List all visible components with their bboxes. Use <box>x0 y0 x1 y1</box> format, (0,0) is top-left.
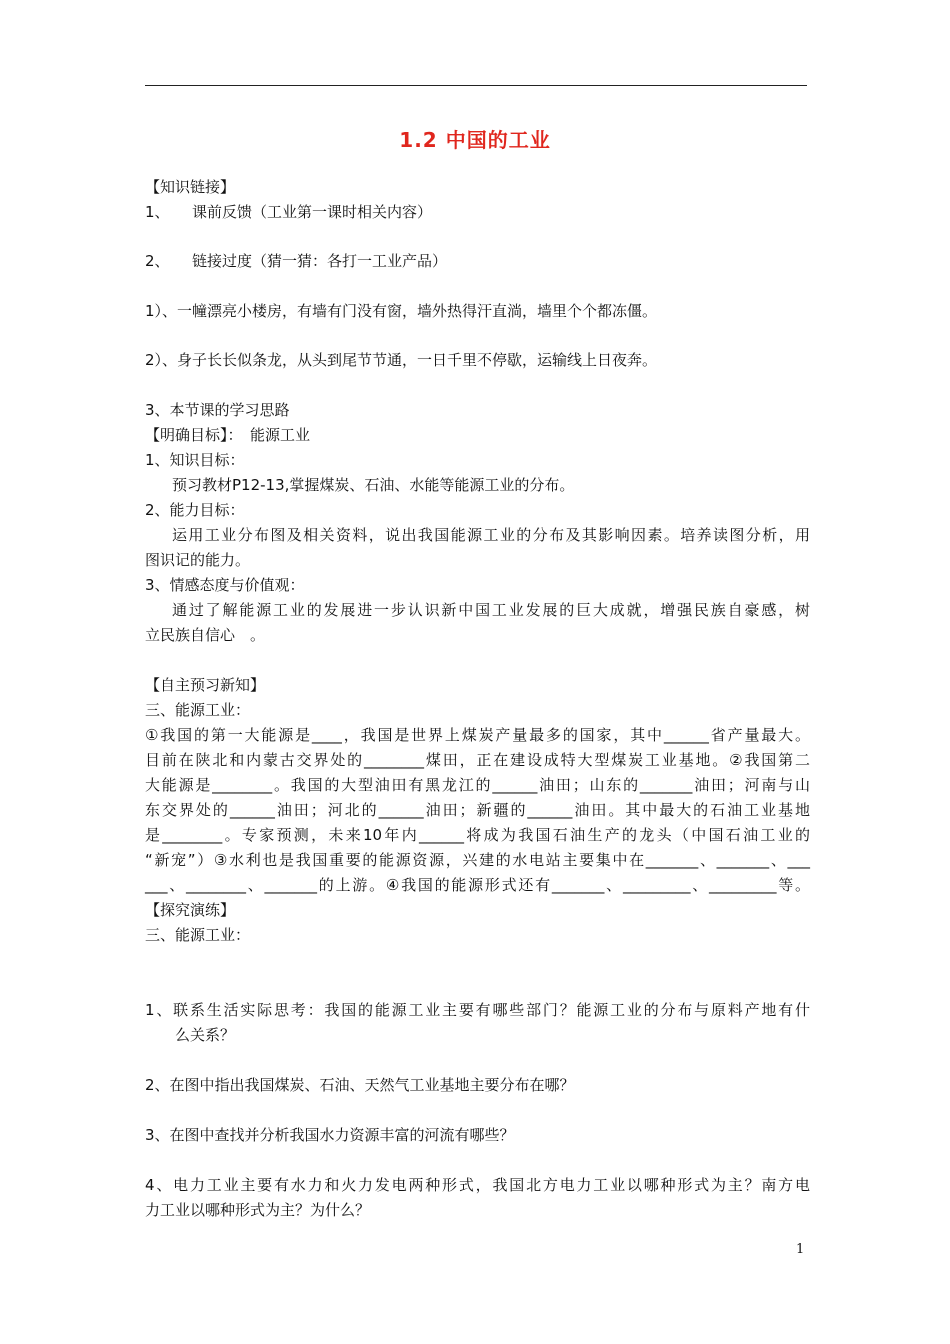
riddle-2: 2）、身子长长似条龙，从头到尾节节通，一日千里不停歇，运输线上日夜奔。 <box>145 351 658 369</box>
fill-blank-line: 目前在陕北和内蒙古交界处的________煤田，正在建设成特大型煤炭工业基地。②我国第二 <box>145 751 810 769</box>
riddle-1: 1）、一幢漂亮小楼房，有墙有门没有窗，墙外热得汗直淌，墙里个个都冻僵。 <box>145 302 658 320</box>
fill-blank-line: “新宠”）③水利也是我国重要的能源资源，兴建的水电站主要集中在_______、_______、___ <box>145 851 810 869</box>
fill-blank-line: 大能源是________。我国的大型油田有黑龙江的______油田；山东的_______油田；河南与山 <box>145 776 810 794</box>
page-title: 1.2 中国的工业 <box>399 128 551 152</box>
page-number: 1 <box>796 1242 805 1257</box>
text-line: 2、 链接过度（猜一猜：各打一工业产品） <box>145 252 448 270</box>
question-2: 2、在图中指出我国煤炭、石油、天然气工业基地主要分布在哪？ <box>145 1076 575 1094</box>
text-line: 三、能源工业： <box>145 701 251 719</box>
text-line: 通过了解能源工业的发展进一步认识新中国工业发展的巨大成就，增强民族自豪感，树 <box>172 601 810 619</box>
question-4-cont: 力工业以哪种形式为主？为什么？ <box>145 1201 371 1219</box>
text-line: 1、知识目标： <box>145 451 245 469</box>
text-line: 图识记的能力。 <box>145 551 251 569</box>
fill-blank-line: 是________。专家预测，未来10年内______将成为我国石油生产的龙头（中国石油工业的 <box>145 826 810 844</box>
text-line: 3、情感态度与价值观： <box>145 576 305 594</box>
text-line: 三、能源工业： <box>145 926 251 944</box>
fill-blank-line: 东交界处的______油田；河北的______油田；新疆的______油田。其中最大的石油工业基地 <box>145 801 810 819</box>
question-3: 3、在图中查找并分析我国水力资源丰富的河流有哪些？ <box>145 1126 515 1144</box>
text-line: 立民族自信心 。 <box>145 626 266 644</box>
question-4: 4、电力工业主要有水力和火力发电两种形式，我国北方电力工业以哪种形式为主？南方电 <box>145 1176 810 1194</box>
text-line: 运用工业分布图及相关资料，说出我国能源工业的分布及其影响因素。培养读图分析，用 <box>172 526 810 544</box>
question-1: 1、联系生活实际思考：我国的能源工业主要有哪些部门？能源工业的分布与原料产地有什 <box>145 1001 810 1019</box>
section-heading-knowledge-link: 【知识链接】 <box>145 178 236 196</box>
text-line: 3、本节课的学习思路 <box>145 401 290 419</box>
fill-blank-line: ___、________、_______的上游。④我国的能源形式还有_______、_________、_________等。 <box>145 876 810 894</box>
header-rule <box>145 85 807 86</box>
section-heading-goals: 【明确目标】： 能源工业 <box>145 426 311 444</box>
text-line: 2、能力目标： <box>145 501 245 519</box>
text-line: 1、 课前反馈（工业第一课时相关内容） <box>145 203 433 221</box>
fill-blank-line: ①我国的第一大能源是____，我国是世界上煤炭产量最多的国家，其中______省产量最大。 <box>145 726 810 744</box>
section-heading-practice: 【探究演练】 <box>145 901 236 919</box>
question-1-cont: 么关系？ <box>145 1026 236 1044</box>
section-heading-preview: 【自主预习新知】 <box>145 676 266 694</box>
text-line: 预习教材P12-13,掌握煤炭、石油、水能等能源工业的分布。 <box>172 476 575 494</box>
